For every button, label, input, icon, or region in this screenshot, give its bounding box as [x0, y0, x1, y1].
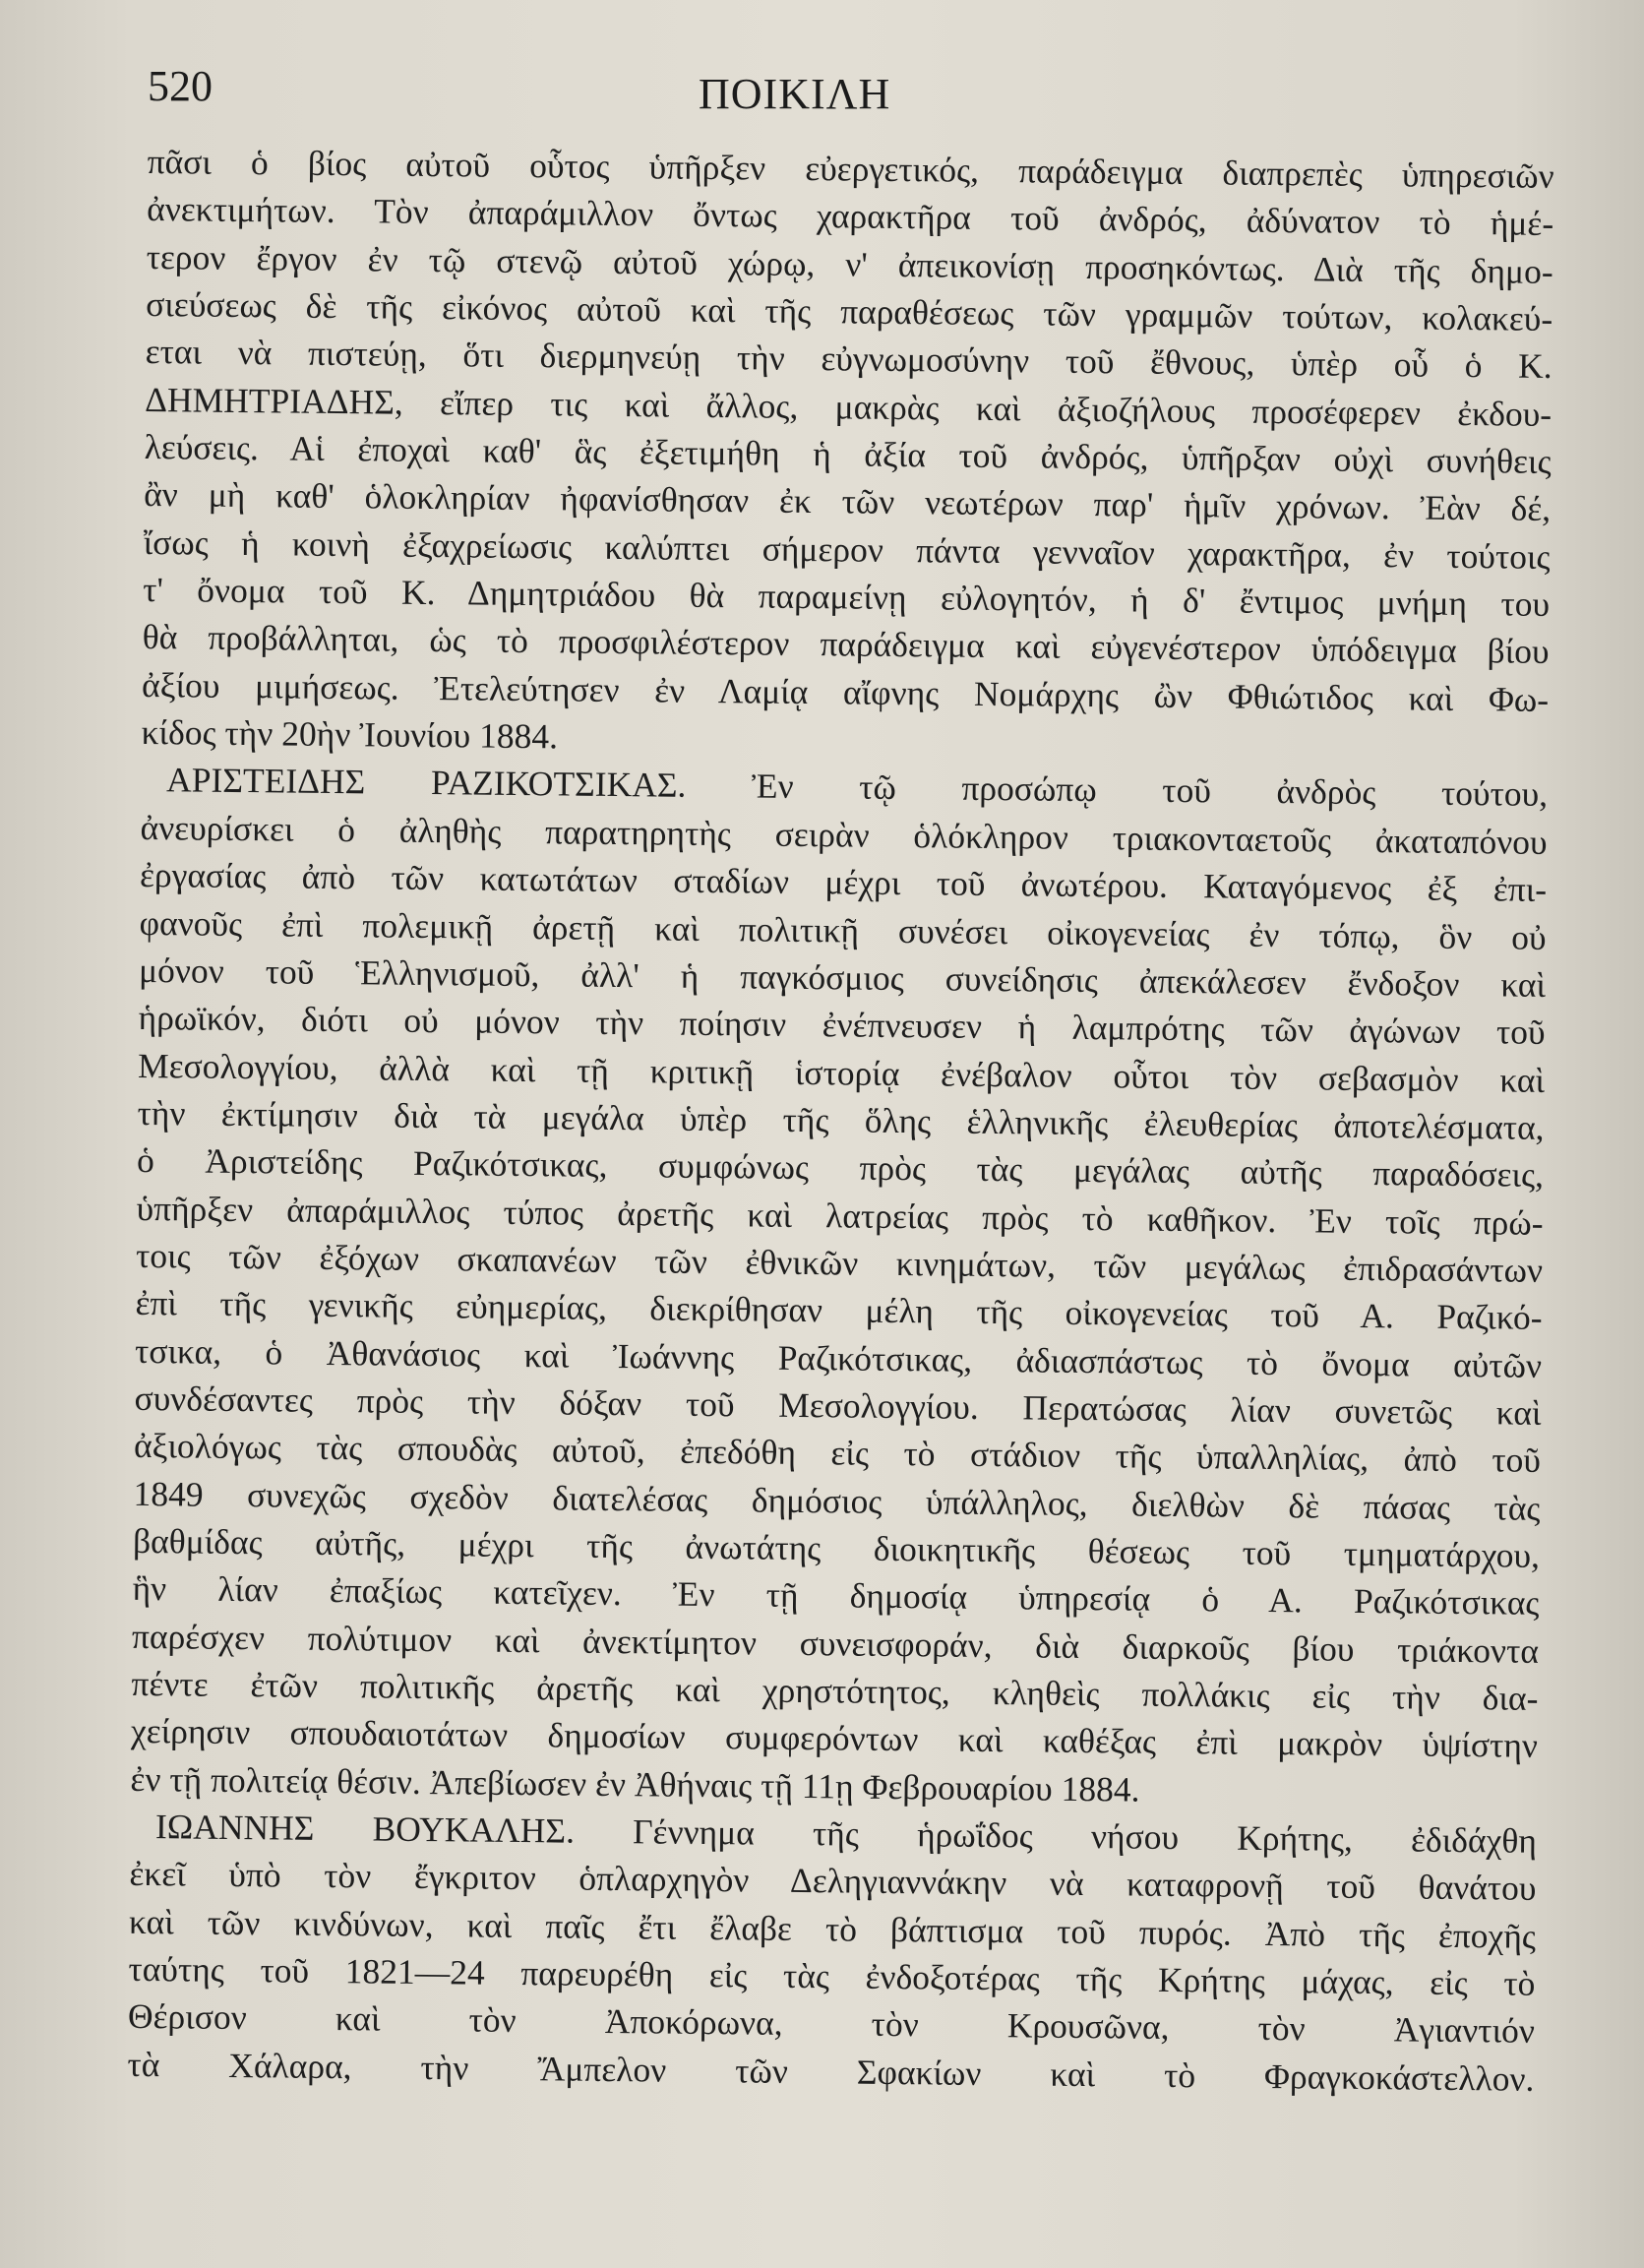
page-header [148, 61, 1545, 140]
text-line: ἀξίου μιμήσεως. Ἐτελεύτησεν ἐν Λαμίᾳ αἴφνης Νομάρχης ὢν Φθιώτιδος καὶ Φω- [141, 664, 1550, 719]
text-line: ἴσως ἡ κοινὴ ἐξαχρείωσις καλύπτει σήμερον πάντα γενναῖον χαρακτῆρα, ἐν τούτοις [143, 521, 1551, 577]
text-line: εται νὰ πιστεύῃ, ὅτι διερμηνεύῃ τὴν εὐγνωμοσύνην τοῦ ἔθνους, ὑπὲρ οὗ ὁ Κ. [145, 332, 1553, 387]
text-line: ταύτης τοῦ 1821—24 παρευρέθη εἰς τὰς ἐνδοξοτέρας τῆς Κρήτης μάχας, εἰς τὸ [128, 1948, 1536, 2003]
text-line: ἀνεκτιμήτων. Τὸν ἀπαράμιλλον ὄντως χαρακτῆρα τοῦ ἀνδρός, ἀδύνατον τὸ ἡμέ- [147, 189, 1554, 244]
text-line: χείρησιν σπουδαιοτάτων δημοσίων συμφερόντων καὶ καθέξας ἐπὶ μακρὸν ὑψίστην [130, 1711, 1539, 1766]
text-line: ΑΡΙΣΤΕΙΔΗΣ ΡΑΖΙΚΟΤΣΙΚΑΣ. Ἐν τῷ προσώπῳ τοῦ ἀνδρὸς τούτου, [165, 760, 1549, 815]
text-line: τ' ὄνομα τοῦ Κ. Δημητριάδου θὰ παραμείνῃ εὐλογητόν, ἡ δ' ἔντιμος μνήμη του [142, 570, 1551, 625]
text-line: βαθμίδας αὐτῆς, μέχρι τῆς ἀνωτάτης διοικητικῆς θέσεως τοῦ τμηματάρχου, [132, 1520, 1541, 1575]
text-line: ἐργασίας ἀπὸ τῶν κατωτάτων σταδίων μέχρι τοῦ ἀνωτέρου. Καταγόμενος ἐξ ἐπι- [139, 855, 1548, 910]
text-line: ἡρωϊκόν, διότι οὐ μόνον τὴν ποίησιν ἐνέπνευσεν ἡ λαμπρότης τῶν ἀγώνων τοῦ [138, 998, 1546, 1053]
text-line: λεύσεις. Αἱ ἐποχαὶ καθ' ἃς ἐξετιμήθη ἡ ἀξία τοῦ ἀνδρός, ὑπῆρξαν οὐχὶ συνήθεις [144, 427, 1552, 482]
page-number: 520 [148, 62, 213, 110]
text-line: τερον ἔργον ἐν τῷ στενῷ αὐτοῦ χώρῳ, ν' ἀπεικονίσῃ προσηκόντως. Διὰ τῆς δημο- [146, 236, 1553, 291]
text-line: ἀνευρίσκει ὁ ἀληθὴς παρατηρητὴς σειρὰν ὁλόκληρον τριακονταετοῦς ἀκαταπόνου [140, 807, 1548, 862]
text-line: τὰ Χάλαρα, τὴν Ἄμπελον τῶν Σφακίων καὶ τὸ Φραγκοκάστελλον. [127, 2044, 1535, 2099]
text-line: τσικα, ὁ Ἀθανάσιος καὶ Ἰωάννης Ραζικότσικας, ἀδιασπάστως τὸ ὄνομα αὐτῶν [134, 1330, 1543, 1385]
text-line: τὴν ἐκτίμησιν διὰ τὰ μεγάλα ὑπὲρ τῆς ὅλης ἑλληνικῆς ἐλευθερίας ἀποτελέσματα, [137, 1092, 1545, 1147]
text-line: τοις τῶν ἐξόχων σκαπανέων τῶν ἐθνικῶν κινημάτων, τῶν μεγάλως ἐπιδρασάντων [135, 1235, 1544, 1290]
text-line: συνδέσαντες πρὸς τὴν δόξαν τοῦ Μεσολογγίου. Περατώσας λίαν συνετῶς καὶ [134, 1378, 1542, 1433]
text-line: σιεύσεως δὲ τῆς εἰκόνος αὐτοῦ καὶ τῆς παραθέσεως τῶν γραμμῶν τούτων, κολακεύ- [146, 284, 1553, 338]
text-line: κίδος τὴν 20ὴν Ἰουνίου 1884. [141, 712, 559, 757]
text-line: ἂν μὴ καθ' ὁλοκληρίαν ἠφανίσθησαν ἐκ τῶν νεωτέρων παρ' ἡμῖν χρόνων. Ἐὰν δέ, [143, 474, 1552, 529]
text-line: παρέσχεν πολύτιμον καὶ ἀνεκτίμητον συνεισφοράν, διὰ διαρκοῦς βίου τριάκοντα [131, 1616, 1540, 1671]
body-text [127, 138, 1554, 2103]
text-line: 1849 συνεχῶς σχεδὸν διατελέσας δημόσιος ὑπάλληλος, διελθὼν δὲ πάσας τὰς [133, 1473, 1541, 1528]
text-line: Μεσολογγίου, ἀλλὰ καὶ τῇ κριτικῇ ἱστορίᾳ ἐνέβαλον οὗτοι τὸν σεβασμὸν καὶ [137, 1045, 1546, 1100]
text-line: ΔΗΜΗΤΡΙΑΔΗΣ, εἴπερ τις καὶ ἄλλος, μακρὰς καὶ ἀξιοζήλους προσέφερεν ἐκδου- [145, 379, 1553, 434]
text-line: ἐκεῖ ὑπὸ τὸν ἔγκριτον ὁπλαρχηγὸν Δεληγιαννάκην νὰ καταφρονῇ τοῦ θανάτου [129, 1854, 1537, 1909]
text-line: ΙΩΑΝΝΗΣ ΒΟΥΚΑΛΗΣ. Γέννημα τῆς ἡρωΐδος νήσου Κρήτης, ἐδιδάχθη [154, 1807, 1538, 1861]
text-line: θὰ προβάλληται, ὡς τὸ προσφιλέστερον παράδειγμα καὶ εὐγενέστερον ὑπόδειγμα βίου [142, 617, 1550, 672]
text-line: φανοῦς ἐπὶ πολεμικῇ ἀρετῇ καὶ πολιτικῇ συνέσει οἰκογενείας ἐν τόπῳ, ὃν οὐ [139, 902, 1547, 957]
text-line: πέντε ἐτῶν πολιτικῆς ἀρετῆς καὶ χρηστότητος, κληθεὶς πολλάκις εἰς τὴν δια- [131, 1663, 1539, 1718]
text-line: Θέρισον καὶ τὸν Ἀποκόρωνα, τὸν Κρουσῶνα, τὸν Ἀγιαντιόν [127, 1996, 1536, 2052]
text-line: ὑπῆρξεν ἀπαράμιλλος τύπος ἀρετῆς καὶ λατρείας πρὸς τὸ καθῆκον. Ἐν τοῖς πρώ- [136, 1188, 1544, 1243]
text-line: μόνον τοῦ Ἑλληνισμοῦ, ἀλλ' ἡ παγκόσμιος συνείδησις ἀπεκάλεσεν ἔνδοξον καὶ [138, 950, 1547, 1005]
text-line: ὁ Ἀριστείδης Ραζικότσικας, συμφώνως πρὸς τὰς μεγάλας αὐτῆς παραδόσεις, [136, 1140, 1545, 1195]
text-line: ἣν λίαν ἐπαξίως κατεῖχεν. Ἐν τῇ δημοσίᾳ ὑπηρεσίᾳ ὁ Α. Ραζικότσικας [132, 1568, 1540, 1624]
text-line: καὶ τῶν κινδύνων, καὶ παῖς ἔτι ἔλαβε τὸ βάπτισμα τοῦ πυρός. Ἀπὸ τῆς ἐποχῆς [128, 1901, 1537, 1956]
text-line: πᾶσι ὁ βίος αὐτοῦ οὗτος ὑπῆρξεν εὐεργετικός, παράδειγμα διαπρεπὲς ὑπηρεσιῶν [147, 141, 1554, 196]
text-line: ἐπὶ τῆς γενικῆς εὐημερίας, διεκρίθησαν μέλη τῆς οἰκογενείας τοῦ Α. Ραζικό- [135, 1283, 1543, 1338]
text-line: ἀξιολόγως τὰς σπουδὰς αὐτοῦ, ἐπεδόθη εἰς τὸ στάδιον τῆς ὑπαλληλίας, ἀπὸ τοῦ [133, 1426, 1542, 1481]
text-line: ἐν τῇ πολιτείᾳ θέσιν. Ἀπεβίωσεν ἐν Ἀθήναις τῇ 11ῃ Φεβρουαρίου 1884. [130, 1758, 1140, 1809]
running-title: ΠΟΙΚΙΛΗ [699, 70, 891, 118]
